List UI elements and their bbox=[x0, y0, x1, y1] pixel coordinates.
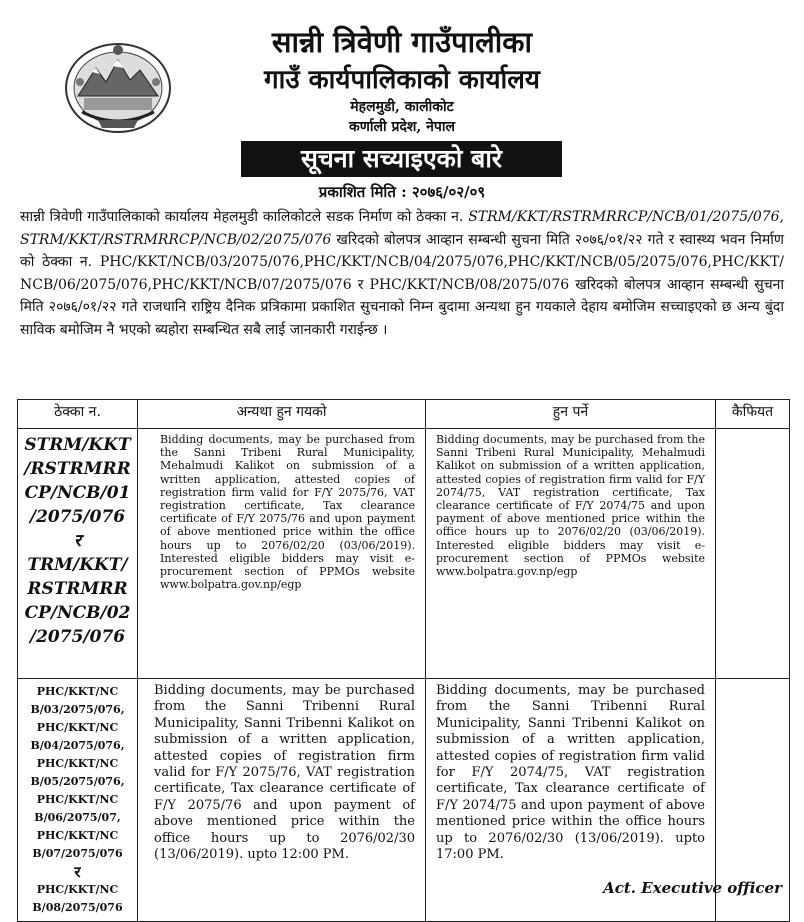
table-row bbox=[18, 429, 790, 679]
correct-text: Bidding documents, may be purchased from the Sanni Tribeni Rural Municipality, Mehalmudi Kalikot on submission of a written application, attested copies of registration firm valid for F/Y 2074/75, VAT registration certificate, Tax clearance certificate of F/Y 2074/75 and upon payment of above mentioned price within the office hours up to 2076/02/20 (03/06/2019). Interested eligible bidders may visit e-procurement section of PPMOs website www.bolpatra.gov.np/egp bbox=[426, 429, 716, 679]
column-header-incorrect: अन्यथा हुन गयको bbox=[138, 400, 426, 429]
column-header-contract-no: ठेक्का न. bbox=[18, 400, 138, 429]
contract-ref-a: PHC/KKT/NC B/03/2075/076, PHC/KKT/NC B/04/2075/076, PHC/KKT/NC B/05/2075/076, PHC/KKT/NC B/06/2075/07, PHC/KKT/NC B/07/2075/076 bbox=[30, 685, 125, 860]
intro-text-3: खरिदको बोलपत्र आव्हान सम्बन्धी सुचना मिति २०७६/०१/२२ गते राजधानि राष्ट्रिय दैनिक प्रत्रिकामा प्रकाशित सुचनाको निम्न बुदामा अन्यथा हुन गयकाले देहाय बमोजिम सच्चाइएको छ अन्य बुंदा साविक बमोजिम नै भएको ब्यहोरा सम्बन्धित सबै लाई जानकारी गराईन्छ । bbox=[20, 276, 785, 338]
contract-ref-a: STRM/KKT /RSTRMRR CP/NCB/01 /2075/076 bbox=[24, 435, 131, 527]
notice-banner: सूचना सच्याइएको बारे bbox=[241, 141, 562, 177]
intro-road-refs: STRM/KKT/RSTRMRRCP/NCB/01/2075/076, STRM/KKT/RSTRMRRCP/NCB/02/2075/076 bbox=[20, 209, 784, 248]
address-line-1: मेहलमुडी, कालीकोट bbox=[350, 99, 454, 115]
intro-text-2: खरिदको बोलपत्र आव्हान सम्बन्धी सुचना मिति २०७६/०१/२२ गते र स्वास्थ्य भवन निर्माण को ठेक्का न. bbox=[20, 231, 784, 270]
column-header-correct: हुन पर्ने bbox=[426, 400, 716, 429]
column-header-remarks: कैफियत bbox=[716, 400, 790, 429]
published-date: प्रकाशित मिति : २०७६/०२/०९ bbox=[318, 183, 486, 201]
office-title: गाउँ कार्यपालिकाको कार्यालय bbox=[264, 65, 540, 95]
incorrect-text: Bidding documents, may be purchased from the Sanni Tribeni Rural Municipality, Mehalmudi Kalikot on submission of a written application, attested copies of registration firm valid for F/Y 2075/76, VAT registration certificate, Tax clearance certificate of F/Y 2075/76 and upon payment of above mentioned price within the office hours up to 2076/02/20 (03/06/2019). Interested eligible bidders may visit e-procurement section of PPMOs website www.bolpatra.gov.np/egp bbox=[138, 429, 426, 679]
incorrect-text: Bidding documents, may be purchased from the Sanni Tribenni Rural Municipality, Sanni Tribenni Kalikot on submission of a written application, attested copies of registration firm valid for F/Y 2075/76, VAT registration certificate, Tax clearance certificate of F/Y 2075/76 and upon payment of above mentioned price within the office hours up to 2076/02/30 (13/06/2019). upto 12:00 PM. bbox=[138, 679, 426, 922]
intro-text-1: सान्नी त्रिवेणी गाउँपालिकाको कार्यालय मेहलमुडी कालिकोटले सडक निर्माण को ठेक्का न. bbox=[20, 209, 464, 225]
signature-line: Act. Executive officer bbox=[603, 879, 782, 897]
intro-health-ref-8: PHC/KKT/NCB/08/2075/076 bbox=[369, 276, 570, 293]
correction-table bbox=[17, 399, 790, 922]
correct-text: Bidding documents, may be purchased from the Sanni Tribenni Rural Municipality, Sanni Tribenni Kalikot on submission of a written application, attested copies of registration firm valid for F/Y 2074/75, VAT registration certificate, Tax clearance certificate of F/Y 2074/75 and upon payment of above mentioned price within the office hours up to 2076/02/30 (13/06/2019). upto 17:00 PM. bbox=[426, 679, 716, 922]
intro-paragraph bbox=[20, 206, 784, 341]
contract-ref-conjunction: र bbox=[74, 531, 81, 551]
contract-ref-b: PHC/KKT/NC B/08/2075/076 bbox=[32, 883, 123, 914]
contract-ref-cell bbox=[18, 679, 138, 922]
remarks-cell bbox=[716, 429, 790, 679]
municipality-title: सान्नी त्रिवेणी गाउँपालीका bbox=[271, 25, 533, 59]
letterhead bbox=[0, 0, 804, 205]
contract-ref-conjunction: र bbox=[74, 863, 81, 881]
table-header-row bbox=[18, 400, 790, 429]
address-line-2: कर्णाली प्रदेश, नेपाल bbox=[349, 119, 455, 135]
intro-conjunction: र bbox=[357, 276, 364, 293]
contract-ref-b: TRM/KKT/ RSTRMRR CP/NCB/02 /2075/076 bbox=[24, 555, 131, 647]
contract-ref-cell bbox=[18, 429, 138, 679]
intro-health-refs: PHC/KKT/NCB/03/2075/076,PHC/KKT/NCB/04/2075/076,PHC/KKT/NCB/05/2075/076,PHC/KKT/ NCB/06/2075/076,PHC/KKT/NCB/07/2075/076 bbox=[20, 254, 785, 293]
